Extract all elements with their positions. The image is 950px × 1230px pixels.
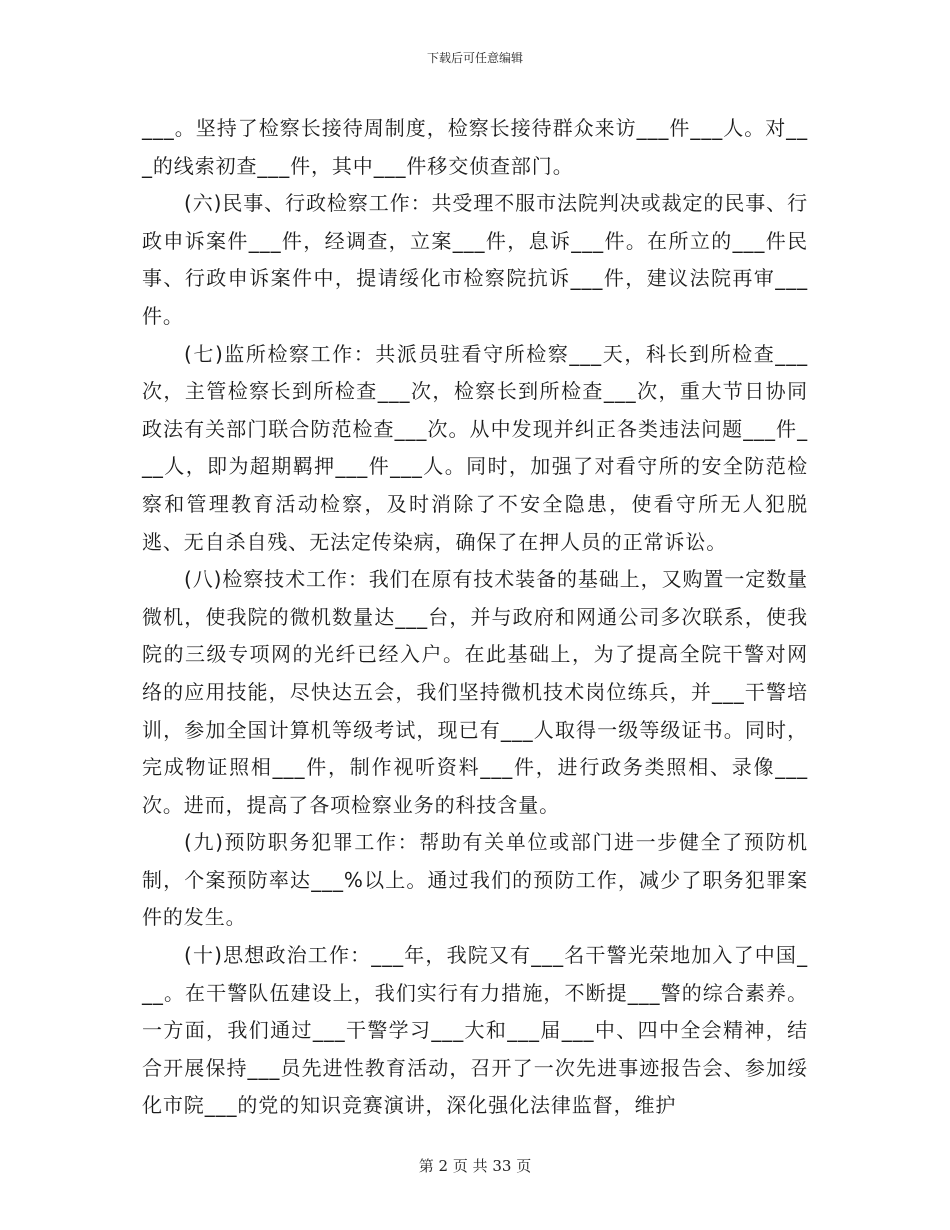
page-number-footer: 第 2 页 共 33 页: [418, 1157, 532, 1175]
page-header: 下载后可任意编辑: [426, 51, 523, 65]
paragraph-civil-administrative: (六)民事、行政检察工作：共受理不服市法院判决或裁定的民事、行政申诉案件___件，经调查，立案___件，息诉___件。在所立的___件民事、行政申诉案件中，提请绥化市检察院抗诉___件，建议法院再审___件。: [142, 191, 808, 328]
paragraph-political-work: (十)思想政治工作：___年，我院又有___名干警光荣地加入了中国___。在干警队伍建设上，我们实行有力措施，不断提___警的综合素养。一方面，我们通过___干警学习___大和___届___中、四中全会精神，结合开展保持___员先进性教育活动，召开了一次先进事迹报告会、参加绥化市院___的党的知识竞赛演讲，深化强化法律监督，维护: [142, 943, 808, 1118]
paragraph-detention-supervision: (七)监所检察工作：共派员驻看守所检察___天，科长到所检查___次，主管检察长到所检查___次，检察长到所检查___次，重大节日协同政法有关部门联合防范检查___次。从中发现并纠正各类违法问题___件___人，即为超期羁押___件___人。同时，加强了对看守所的安全防范检察和管理教育活动检察，及时消除了不安全隐患，使看守所无人犯脱逃、无自杀自残、无法定传染病，确保了在押人员的正常诉讼。: [142, 341, 808, 554]
document-body: [142, 110, 808, 1125]
paragraph-continuation: ___。坚持了检察长接待周制度，检察长接待群众来访___件___人。对___的线索初查___件，其中___件移交侦查部门。: [142, 116, 808, 178]
paragraph-technology: (八)检察技术工作：我们在原有技术装备的基础上，又购置一定数量微机，使我院的微机数量达___台，并与政府和网通公司多次联系，使我院的三级专项网的光纤已经入户。在此基础上，为了提高全院干警对网络的应用技能，尽快达五会，我们坚持微机技术岗位练兵，并___干警培训，参加全国计算机等级考试，现已有___人取得一级等级证书。同时，完成物证照相___件，制作视听资料___件，进行政务类照相、录像___次。进而，提高了各项检察业务的科技含量。: [142, 567, 808, 817]
paragraph-crime-prevention: (九)预防职务犯罪工作：帮助有关单位或部门进一步健全了预防机制，个案预防率达___%以上。通过我们的预防工作，减少了职务犯罪案件的发生。: [142, 830, 808, 930]
